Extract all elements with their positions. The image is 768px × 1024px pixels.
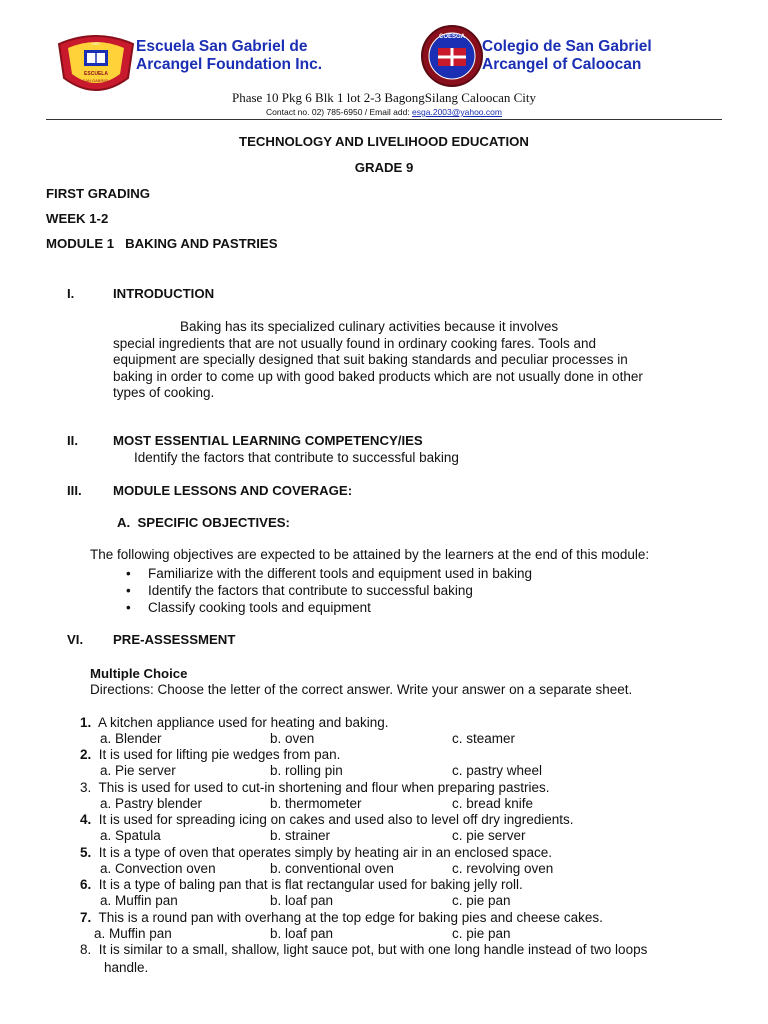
intro-line: Baking has its specialized culinary activities because it involves [180,319,559,334]
question-2 [80,747,340,762]
question-number: 3. [80,780,92,795]
option-a: a. Muffin pan [100,893,178,908]
question-text: This is used for used to cut-in shortening and flour when preparing pastries. [98,780,550,795]
directions-text: Directions: Choose the letter of the correct answer. Write your answer on a separate sheet. [90,682,633,697]
section-number: III. [67,483,82,498]
question-7 [80,910,603,925]
left-school-line-1: Escuela San Gabriel de [136,38,308,55]
option-c: c. steamer [452,731,516,746]
intro-line: equipment are specially designed that suit baking standards and peculiar processes in [113,352,628,367]
objective-item: • Familiarize with the different tools and equipment used in baking [148,565,532,582]
right-school-line-1: Colegio de San Gabriel [482,38,652,55]
intro-line: types of cooking. [113,385,215,400]
right-school-name [482,38,652,74]
option-b: b. thermometer [270,796,362,811]
objectives-list [148,565,532,616]
objectives-intro: The following objectives are expected to be attained by the learners at the end of this module: [90,547,650,562]
option-b: b. rolling pin [270,763,343,778]
section-number: I. [67,286,75,301]
question-number: 5. [80,845,92,860]
lessons-heading: MODULE LESSONS AND COVERAGE: [113,483,353,498]
option-b: b. conventional oven [270,861,394,876]
grade-title: GRADE 9 [354,160,414,175]
question-4 [80,812,574,827]
objective-item: • Identify the factors that contribute to successful baking [148,582,532,599]
question-text: It is used for spreading icing on cakes and used also to level off dry ingredients. [98,812,574,827]
option-c: c. pie pan [452,926,511,941]
contact-line [0,107,768,117]
option-c: c. revolving oven [452,861,554,876]
question-number: 8. [80,942,92,957]
option-a: a. Pastry blender [100,796,203,811]
question-number: 6. [80,877,92,892]
option-a: a. Spatula [100,828,161,843]
question-text: It is similar to a small, shallow, light sauce pot, but with one long handle instead of two loops [98,942,648,957]
option-c: c. pie server [452,828,526,843]
svg-text:ESCUELA: ESCUELA [84,71,108,77]
melc-heading: MOST ESSENTIAL LEARNING COMPETENCY/IES [113,433,423,448]
week-label: WEEK 1-2 [46,211,109,226]
question-text: It is a type of oven that operates simply by heating air in an enclosed space. [98,845,553,860]
question-text: This is a round pan with overhang at the top edge for baking pies and cheese cakes. [98,910,603,925]
intro-line: baking in order to come up with good baked products which are not usually done in other [113,369,643,384]
objective-item: • Classify cooking tools and equipment [148,599,532,616]
left-school-name [136,38,322,74]
multiple-choice-heading: Multiple Choice [90,666,188,681]
option-c: c. pie pan [452,893,511,908]
svg-text:1997: 1997 [91,41,101,46]
question-number: 4. [80,812,92,827]
left-school-line-2: Arcangel Foundation Inc. [136,56,323,73]
question-number: 7. [80,910,92,925]
question-text: A kitchen appliance used for heating and baking. [98,715,389,730]
option-b: b. loaf pan [270,893,334,908]
question-5 [80,845,552,860]
section-number: II. [67,433,78,448]
address: Phase 10 Pkg 6 Blk 1 lot 2-3 BagongSilang Caloocan City [231,90,537,105]
email-link[interactable]: esga.2003@yahoo.com [412,107,502,117]
option-c: c. pastry wheel [452,763,543,778]
question-text: It is used for lifting pie wedges from pan. [98,747,341,762]
subject-title: TECHNOLOGY AND LIVELIHOOD EDUCATION [239,134,529,149]
option-b: b. oven [270,731,315,746]
header-divider [46,119,722,120]
question-text: It is a type of baling pan that is flat rectangular used for baking jelly roll. [98,877,523,892]
option-a: a. Blender [100,731,162,746]
svg-text:COESGA: COESGA [438,34,466,40]
question-number: 2. [80,747,92,762]
svg-text:SAN GABRIEL: SAN GABRIEL [82,78,110,83]
option-c: c. bread knife [452,796,534,811]
right-school-seal [420,24,484,88]
question-8 [80,942,647,957]
option-a: a. Pie server [100,763,176,778]
pre-assessment-heading: PRE-ASSESSMENT [113,632,236,647]
question-1 [80,715,389,730]
option-b: b. strainer [270,828,331,843]
right-school-line-2: Arcangel of Caloocan [482,56,642,73]
question-6 [80,877,523,892]
melc-text: Identify the factors that contribute to successful baking [134,450,459,465]
question-3 [80,780,550,795]
intro-line: special ingredients that are not usually found in ordinary cooking fares. Tools and [113,336,597,351]
question-number: 1. [80,715,92,730]
intro-heading: INTRODUCTION [113,286,215,301]
objectives-heading: A. SPECIFIC OBJECTIVES: [117,515,290,530]
question-text-continuation: handle. [104,960,149,975]
option-a: a. Muffin pan [94,926,172,941]
option-b: b. loaf pan [270,926,334,941]
grading-period: FIRST GRADING [46,186,151,201]
option-a: a. Convection oven [100,861,216,876]
contact-prefix: Contact no. 02) 785-6950 / Email add: [266,107,410,117]
section-number: VI. [67,632,84,647]
module-title: MODULE 1 BAKING AND PASTRIES [46,236,278,251]
